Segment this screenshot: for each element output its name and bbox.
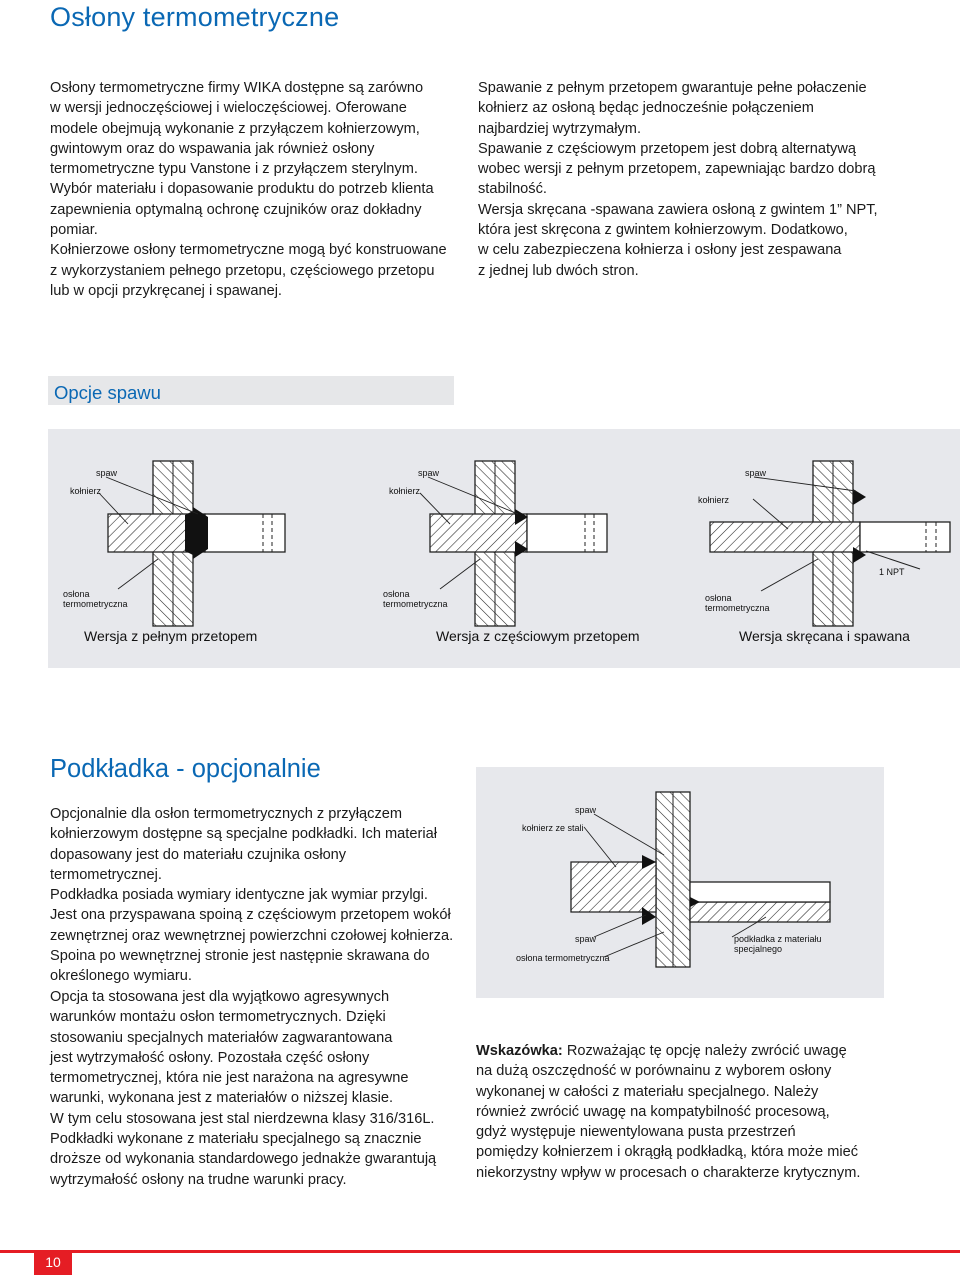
intro-left-line: Osłony termometryczne firmy WIKA dostępne są zarówno [50, 80, 424, 96]
intro-left-line: Wybór materiału i dopasowanie produktu do potrzeb klienta [50, 181, 434, 198]
washer-diagram [476, 767, 884, 998]
washer-weld-top-label: spaw [575, 805, 597, 815]
washer-note [476, 1041, 886, 1183]
washer-para1 [50, 804, 462, 987]
weld-options-header [48, 376, 454, 405]
d3-weld-label: spaw [745, 468, 767, 478]
note-line: na dużą oszczędność w porównainu z wyborem osłony [476, 1063, 832, 1080]
diagram-screwed-welded [710, 461, 950, 626]
washer-diagram-svg [476, 767, 884, 998]
d2-caption: Wersja z częściowym przetopem [436, 628, 640, 644]
intro-right-line: w celu zabezpieczena kołnierza i osłony jest zespawana [478, 242, 842, 259]
intro-left-line: Kołnierzowe osłony termometryczne mogą być konstruowane [50, 242, 447, 259]
intro-right-line: najbardziej wytrzymałym. [478, 120, 642, 137]
washer-para1-line: Jest ona przyspawana spoiną z częściowym przetopem wokół [50, 907, 451, 924]
washer-note-block [476, 1041, 886, 1183]
note-line: niekorzystny wpływ w procesach o charakterze krytycznym. [476, 1164, 861, 1181]
note-line: również zwrócić uwagę na kompatybilność procesową, [476, 1103, 830, 1120]
d3-thread-label: 1 NPT [879, 567, 905, 577]
d1-caption: Wersja z pełnym przetopem [84, 628, 258, 644]
intro-left-line: zapewnienia optymalną ochronę czujników oraz dokładny [50, 201, 422, 218]
note-rest [476, 1063, 860, 1180]
d1-well-label-1: osłona [63, 589, 90, 599]
washer-flange-label: kołnierz ze stali [522, 823, 584, 833]
intro-left-line: gwintowym oraz do wspawania jak również osłony [50, 140, 375, 157]
weld-options-heading: Opcje spawu [54, 382, 161, 403]
intro-left-column [50, 78, 460, 301]
washer-para1-line: Podkładka posiada wymiary identyczne jak wymiar przylgi. [50, 887, 428, 904]
intro-left-line: pomiar. [50, 222, 98, 239]
intro-right-line: kołnierz az osłoną będąc jednocześnie połączeniem [478, 100, 814, 117]
d3-well-label-2: termometryczna [705, 603, 770, 613]
intro-right-text [478, 78, 918, 281]
washer-para1-line: kołnierzowym dostępne są specjalne podkładki. Ich materiał [50, 826, 437, 843]
washer-para2-line: warunków montażu osłon termometrycznych. Dzięki [50, 1009, 386, 1026]
washer-para2-line: W tym celu stosowana jest stal nierdzewna klasy 316/316L. [50, 1110, 435, 1127]
d2-well-label-1: osłona [383, 589, 410, 599]
washer-para2-line: warunki, wykonana jest z materiałów o niższej klasie. [50, 1090, 394, 1107]
washer-para1-line: Opcjonalnie dla osłon termometrycznych z przyłączem [50, 806, 403, 822]
washer-para2-line: wytrzymałość osłony na trudne warunki pracy. [50, 1171, 347, 1188]
intro-right-column [478, 78, 918, 281]
washer-para2-line: termometrycznej, która nie jest narażona na agresywne [50, 1070, 409, 1087]
d3-flange-label: kołnierz [698, 495, 730, 505]
intro-left-line: z wykorzystaniem pełnego przetopu, częściowego przetopu [50, 262, 435, 279]
diagram-full-penetration [108, 461, 285, 626]
washer-para2-line: Opcja ta stosowana jest dla wyjątkowo agresywnych [50, 989, 390, 1005]
note-line: pomiędzy kołnierzem i okrągłą podkładką, która może mieć [476, 1144, 859, 1161]
intro-left-line: w wersji jednoczęściowej i wieloczęściowej. Oferowane [50, 100, 407, 117]
weld-options-diagrams [48, 429, 960, 668]
washer-washer-label-1: podkładka z materiału [734, 934, 822, 944]
washer-para2-line: jest wytrzymałość osłony. Pozostała część osłony [50, 1049, 370, 1066]
washer-para1-block [50, 804, 462, 987]
washer-para1-line: zewnętrznej oraz wewnętrznej powierzchni czołowej kołnierza. [50, 927, 454, 944]
washer-para1-line: Spoina po wewnętrznej stronie jest następnie skrawana do [50, 948, 430, 965]
note-line: wykonanej w całości z materiału specjalnego. Należy [476, 1083, 819, 1100]
washer-washer-label-2: specjalnego [734, 944, 783, 954]
note-line: gdyż występuje niewentylowana pusta przestrzeń [476, 1124, 796, 1141]
footer-red-bar [0, 1250, 960, 1253]
d3-well-label-1: osłona [705, 593, 732, 603]
washer-para2-line: droższe od wykonania standardowego jednakże gwarantują [50, 1151, 437, 1168]
washer-well-label: osłona termometryczna [516, 953, 610, 963]
intro-right-line: wobec wersji z pełnym przetopem, zapewniając bardzo dobrą [478, 161, 876, 178]
intro-left-line: termometryczne typu Vanstone i z przyłączem sterylnym. [50, 161, 418, 178]
intro-left-line: lub w opcji przykręcanej i spawanej. [50, 282, 282, 299]
intro-right-line: z jednej lub dwóch stron. [478, 262, 639, 279]
washer-heading: Podkładka - opcjonalnie [50, 755, 321, 783]
washer-para2-line: stosowaniu specjalnych materiałów zagwarantowana [50, 1029, 393, 1046]
intro-right-line: Spawanie z częściowym przetopem jest dobrą alternatywą [478, 140, 856, 157]
page-number: 10 [34, 1250, 72, 1275]
intro-right-line: stabilność. [478, 181, 547, 198]
d1-well-label-2: termometryczna [63, 599, 128, 609]
intro-right-line: Wersja skręcana -spawana zawiera osłoną z gwintem 1” NPT, [478, 201, 878, 218]
washer-para1-line: określonego wymiaru. [50, 968, 192, 985]
note-label: Wskazówka: [476, 1043, 563, 1059]
d1-weld-label: spaw [96, 468, 118, 478]
d2-flange-label: kołnierz [389, 486, 421, 496]
page-title: Osłony termometryczne [50, 2, 340, 32]
washer-para2-block [50, 987, 462, 1190]
diagram-partial-penetration [430, 461, 607, 626]
intro-right-line: Spawanie z pełnym przetopem gwarantuje pełne połaczenie [478, 80, 867, 96]
washer-weld-bottom-label: spaw [575, 934, 597, 944]
d2-well-label-2: termometryczna [383, 599, 448, 609]
d1-flange-label: kołnierz [70, 486, 102, 496]
washer-para2-line: Podkładki wykonane z materiału specjalnego są znacznie [50, 1131, 422, 1148]
intro-left-line: modele obejmują wykonanie z przyłączem kołnierzowym, [50, 120, 420, 137]
note-first-line: Rozważając tę opcję należy zwrócić uwagę [562, 1043, 847, 1059]
intro-right-line: która jest skręcona z gwintem kołnierzowym. Dodatkowo, [478, 222, 848, 239]
washer-para1-line: dopasowany jest do materiału czujnika osłony termometrycznej. [50, 846, 347, 883]
intro-left-text [50, 78, 460, 301]
d3-caption: Wersja skręcana i spawana [739, 628, 910, 644]
d2-weld-label: spaw [418, 468, 440, 478]
washer-para2 [50, 987, 462, 1190]
